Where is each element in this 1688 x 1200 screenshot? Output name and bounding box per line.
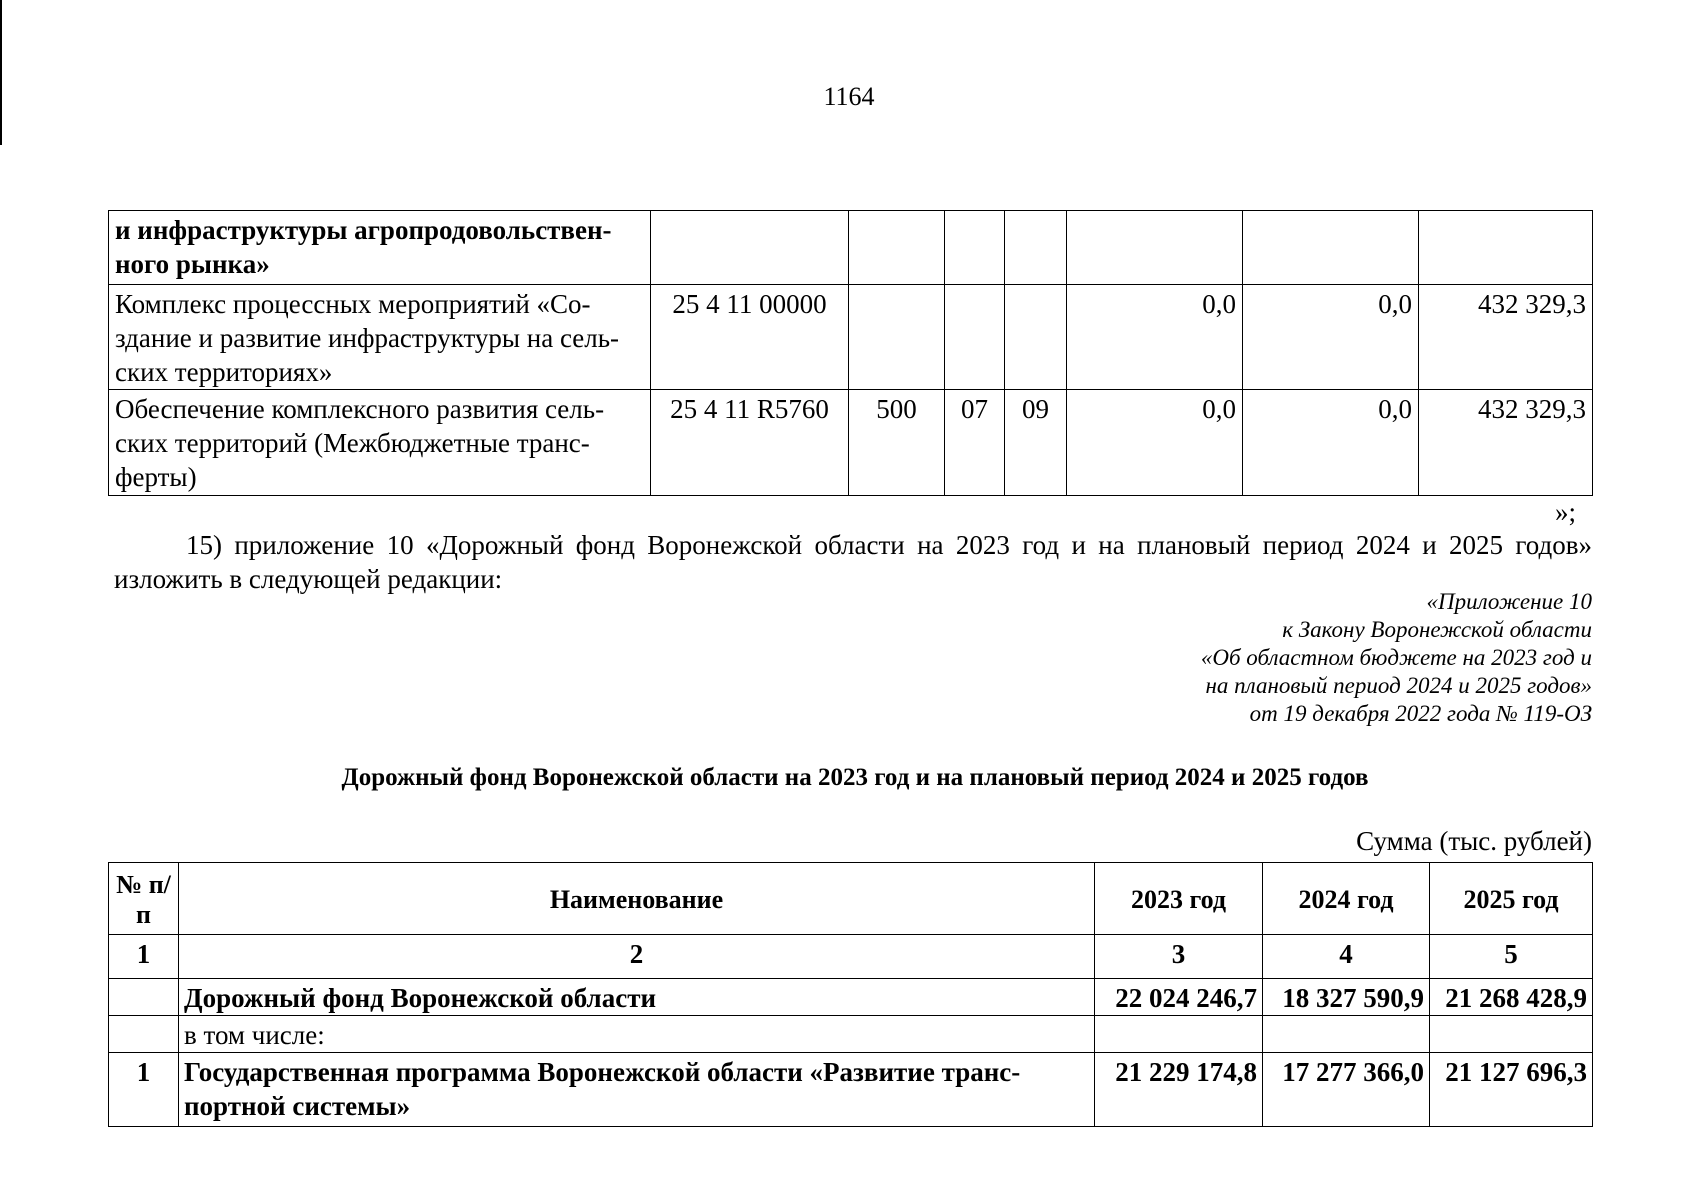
- appendix-line: от 19 декабря 2022 года № 119-ОЗ: [1249, 701, 1592, 726]
- column-index: 2: [179, 935, 1095, 979]
- amount-2024: [1243, 211, 1419, 285]
- column-index-row: [109, 935, 1593, 979]
- column-index: 1: [109, 935, 179, 979]
- appendix-line: «Приложение 10: [1426, 589, 1592, 614]
- header-2025: 2025 год: [1430, 863, 1593, 935]
- amount-2024: 0,0: [1243, 390, 1419, 496]
- sum-unit-label: Сумма (тыс. рублей): [1356, 826, 1592, 856]
- table-row: [109, 211, 1593, 285]
- amount-2024: 18 327 590,9: [1263, 979, 1430, 1016]
- column-index: 3: [1095, 935, 1263, 979]
- amount-2024: 17 277 366,0: [1263, 1053, 1430, 1127]
- amount-2023: 21 229 174,8: [1095, 1053, 1263, 1127]
- amount-2023: 22 024 246,7: [1095, 979, 1263, 1016]
- document-title: Дорожный фонд Воронежской области на 2023 год и на плановый период 2024 и 2025 годов: [341, 764, 1369, 791]
- table-row: [109, 1016, 1593, 1053]
- target-code: [651, 211, 849, 285]
- amount-2025: 432 329,3: [1419, 285, 1593, 390]
- section-code: [945, 211, 1005, 285]
- expense-type: 500: [849, 390, 945, 496]
- row-number: [109, 1016, 179, 1053]
- appendix-line: на плановый период 2024 и 2025 годов»: [1205, 673, 1592, 698]
- subsection-code: [1005, 285, 1067, 390]
- amount-2023: [1095, 1016, 1263, 1053]
- page-number: 1164: [823, 82, 875, 111]
- row-name: Дорожный фонд Воронежской области: [179, 979, 1095, 1016]
- budget-table-continuation: [108, 210, 1593, 496]
- appendix-line: «Об областном бюджете на 2023 год и: [1200, 645, 1592, 670]
- amount-2023: 0,0: [1067, 390, 1243, 496]
- amount-2025: [1430, 1016, 1593, 1053]
- amount-2025: 432 329,3: [1419, 390, 1593, 496]
- amount-2025: 21 268 428,9: [1430, 979, 1593, 1016]
- column-index: 5: [1430, 935, 1593, 979]
- header-number: № п/п: [109, 863, 179, 935]
- page-edge-line: [0, 0, 2, 145]
- row-name: в том числе:: [179, 1016, 1095, 1053]
- section-code: 07: [945, 390, 1005, 496]
- table-row: [109, 285, 1593, 390]
- expense-type: [849, 285, 945, 390]
- appendix-line: к Закону Воронежской области: [1282, 617, 1592, 642]
- row-number: 1: [109, 1053, 179, 1127]
- road-fund-table: [108, 862, 1593, 1127]
- column-index: 4: [1263, 935, 1430, 979]
- table-header-row: [109, 863, 1593, 935]
- appendix-header: [1201, 588, 1592, 728]
- amendment-text: 15) приложение 10 «Дорожный фонд Воронежской области на 2023 год и на плановый период 2024 и 2025 годов» изложить в следующей редакции:: [114, 530, 1592, 594]
- target-code: 25 4 11 R5760: [651, 390, 849, 496]
- amendment-paragraph: [114, 528, 1592, 596]
- amount-2025: 21 127 696,3: [1430, 1053, 1593, 1127]
- row-name: Государственная программа Воронежской области «Развитие транс-портной системы»: [179, 1053, 1095, 1127]
- table-row: [109, 979, 1593, 1016]
- table-row: [109, 390, 1593, 496]
- row-name: и инфраструктуры агропродовольствен-ного рынка»: [109, 211, 651, 285]
- closing-quote: »;: [1555, 497, 1577, 527]
- amount-2023: 0,0: [1067, 285, 1243, 390]
- amount-2023: [1067, 211, 1243, 285]
- row-name: Обеспечение комплексного развития сель-ских территорий (Межбюджетные транс-ферты): [109, 390, 651, 496]
- header-2024: 2024 год: [1263, 863, 1430, 935]
- amount-2024: [1263, 1016, 1430, 1053]
- section-code: [945, 285, 1005, 390]
- row-name: Комплекс процессных мероприятий «Со-здание и развитие инфраструктуры на сель-ских территориях»: [109, 285, 651, 390]
- header-2023: 2023 год: [1095, 863, 1263, 935]
- amount-2024: 0,0: [1243, 285, 1419, 390]
- row-number: [109, 979, 179, 1016]
- header-name: Наименование: [179, 863, 1095, 935]
- amount-2025: [1419, 211, 1593, 285]
- target-code: 25 4 11 00000: [651, 285, 849, 390]
- subsection-code: [1005, 211, 1067, 285]
- table-row: [109, 1053, 1593, 1127]
- expense-type: [849, 211, 945, 285]
- subsection-code: 09: [1005, 390, 1067, 496]
